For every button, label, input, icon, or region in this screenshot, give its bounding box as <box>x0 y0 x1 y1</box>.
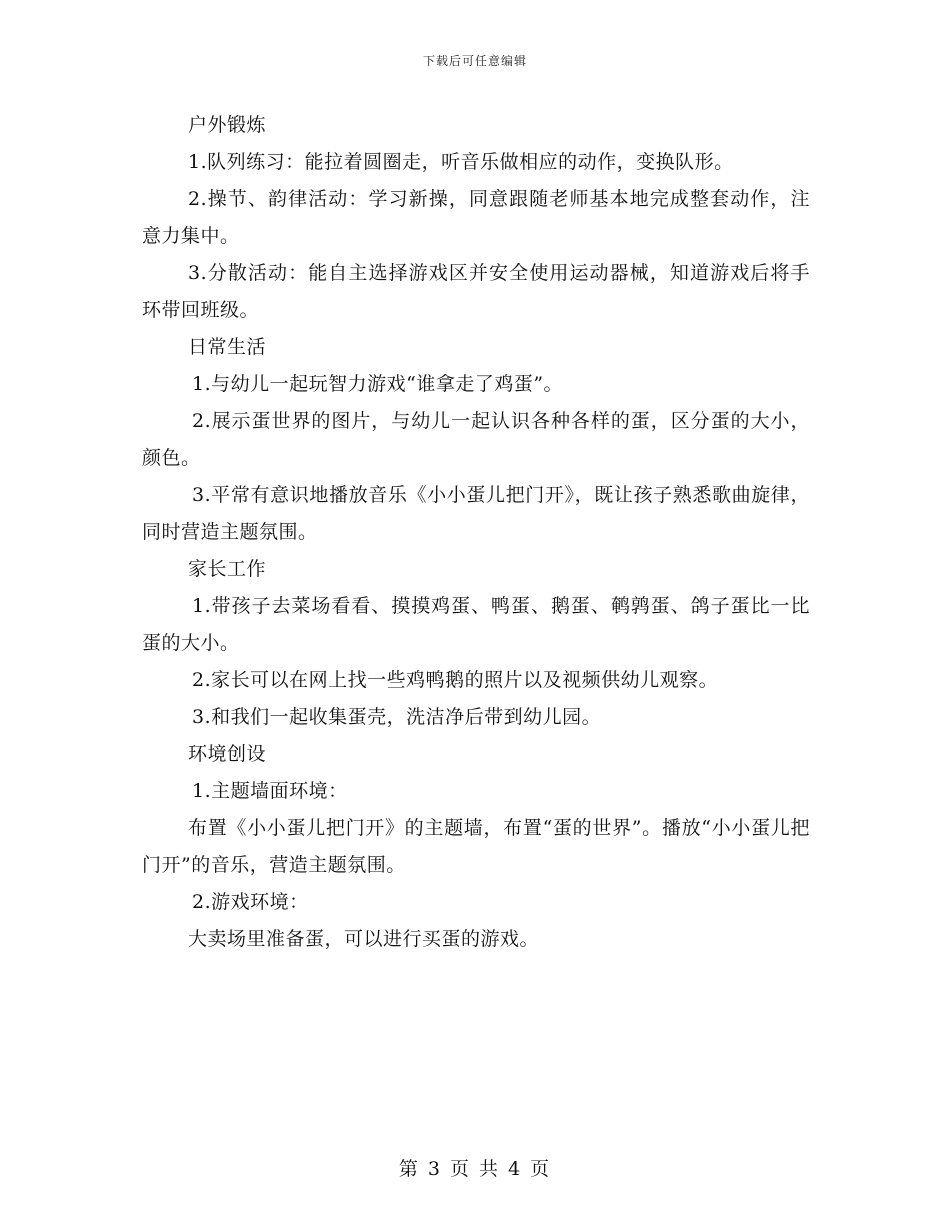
paragraph: 1.带孩子去菜场看看、摸摸鸡蛋、鸭蛋、鹅蛋、鹌鹑蛋、鸽子蛋比一比蛋的大小。 <box>142 595 810 654</box>
paragraph: 2.家长可以在网上找一些鸡鸭鹅的照片以及视频供幼儿观察。 <box>192 669 719 691</box>
paragraph: 1.主题墙面环境： <box>192 780 348 802</box>
paragraph: 2.展示蛋世界的图片，与幼儿一起认识各种各样的蛋，区分蛋的大小，颜色。 <box>142 410 810 469</box>
section-title-parent-work: 家长工作 <box>188 558 267 580</box>
paragraph: 2.游戏环境： <box>192 891 309 913</box>
page-header: 下载后可任意编辑 <box>422 54 527 68</box>
paragraph: 布置《小小蛋儿把门开》的主题墙，布置“蛋的世界”。播放“小小蛋儿把门开”的音乐，营造主题氛围。 <box>142 817 810 876</box>
document-body <box>142 107 810 958</box>
paragraph: 3.和我们一起收集蛋壳，洗洁净后带到幼儿园。 <box>192 706 602 728</box>
paragraph: 1.队列练习：能拉着圆圈走，听音乐做相应的动作，变换队形。 <box>188 151 734 173</box>
section-title-daily-life: 日常生活 <box>188 336 267 358</box>
page-number: 第 3 页 共 4 页 <box>398 1158 552 1180</box>
paragraph: 大卖场里准备蛋，可以进行买蛋的游戏。 <box>188 928 540 950</box>
paragraph: 3.分散活动：能自主选择游戏区并安全使用运动器械，知道游戏后将手环带回班级。 <box>142 262 810 321</box>
paragraph: 2.操节、韵律活动：学习新操，同意跟随老师基本地完成整套动作，注意力集中。 <box>142 188 810 247</box>
paragraph: 1.与幼儿一起玩智力游戏“谁拿走了鸡蛋”。 <box>192 373 564 395</box>
section-title-environment: 环境创设 <box>188 743 267 765</box>
section-title-outdoor: 户外锻炼 <box>188 114 267 136</box>
paragraph: 3.平常有意识地播放音乐《小小蛋儿把门开》，既让孩子熟悉歌曲旋律，同时营造主题氛围。 <box>142 484 810 543</box>
